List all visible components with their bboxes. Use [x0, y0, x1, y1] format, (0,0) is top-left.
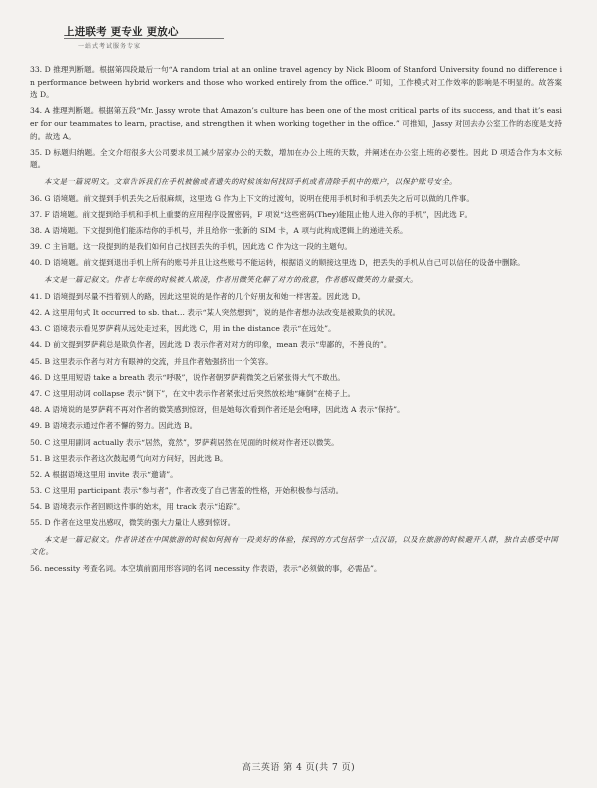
question-number: 38.: [30, 226, 43, 236]
answer-item: [30, 307, 562, 320]
answer-text: B 语境表示作者回顾这件事的始末，用 track 表示“追踪”。: [44, 502, 245, 512]
question-number: 42.: [30, 308, 43, 318]
answer-text: D 标题归纳题。全文介绍很多大公司要求员工减少居家办公的天数，增加在办公上班的天数，并阐述在办公室上班的必要性。因此 D 项适合作为本文标题。: [30, 147, 562, 170]
question-number: 39.: [30, 242, 43, 252]
question-number: 37.: [30, 209, 43, 219]
answer-text: B 这里表示作者这次鼓起勇气向对方问好，因此选 B。: [44, 453, 228, 463]
answer-item: [30, 241, 562, 254]
question-number: 50.: [30, 437, 43, 447]
question-number: 51.: [30, 453, 43, 463]
answer-text: C 主旨题。这一段提到的是我们如何自己找回丢失的手机，因此选 C 作为这一段的主题句。: [44, 242, 352, 252]
answer-text: D 推理判断题。根据第四段最后一句“A random trial at an online travel agency by Nick Bloom of Stanford University found no difference in performance between hybrid workers and those who worked entirely from the office.” 可知，工作模式对工作效率的影响是不明显的。故答案选 D。: [30, 65, 563, 100]
answer-item: [30, 453, 562, 466]
answer-item: [30, 105, 562, 143]
answer-text: G 语境题。前文提到手机丢失之后很麻烦，这里选 G 作为上下文的过渡句，说明在使用手机时和手机丢失之后可以做的几件事。: [44, 193, 474, 203]
question-number: 35.: [30, 147, 43, 157]
brand-divider: [64, 38, 224, 39]
brand-title: 上进联考 更专业 更放心: [64, 26, 179, 38]
answer-item: [30, 517, 562, 530]
question-number: 34.: [30, 106, 43, 116]
question-number: 40.: [30, 258, 43, 268]
answer-text: A 语境题。下文提到他们能冻结你的手机号，并且给你一张新的 SIM 卡，A 项与此构成逻辑上的递进关系。: [44, 226, 408, 236]
answer-item: [30, 323, 562, 336]
answer-item: [30, 420, 562, 433]
question-number: 53.: [30, 486, 43, 496]
answer-item: [30, 147, 562, 172]
answer-text: F 语境题。前文提到给手机和手机上重要的应用程序设置密码，F 项说“这些密码(They)能阻止他人进入你的手机”，因此选 F。: [44, 209, 473, 219]
answer-item: [30, 469, 562, 482]
answer-text: A 根据语境这里用 invite 表示“邀请”。: [44, 469, 178, 479]
answer-text: D 前文提到罗萨莉总是欺负作者，因此选 D 表示作者对对方的印象，mean 表示“卑鄙的，不善良的”。: [44, 340, 392, 350]
question-number: 45.: [30, 356, 43, 366]
question-number: 44.: [30, 340, 43, 350]
header: [64, 24, 264, 50]
answer-text: C 这里用 participant 表示“参与者”，作者改变了自己害羞的性格，开始积极参与活动。: [44, 486, 344, 496]
question-number: 36.: [30, 193, 43, 203]
answer-text: A 推理判断题。根据第五段“Mr. Jassy wrote that Amazon’s culture has been one of the most critical parts of its success, and that it’s easier for our teammates to learn, practise, and strengthen it when working together in the office.” 可推知，Jassy 对回去办公室工作的态度是支持的。故选 A。: [30, 106, 562, 141]
answer-item: [30, 257, 562, 270]
answer-item: [30, 501, 562, 514]
answer-text: C 这里用动词 collapse 表示“倒下”，在文中表示作者紧张过后突然放松地“瘫倒”在椅子上。: [44, 388, 356, 398]
answer-text: A 语境说的是罗萨莉不再对作者的微笑感到惊讶，但是她每次看到作者还是会咆哮，因此选 A 表示“保持”。: [44, 405, 405, 415]
answer-item: [30, 563, 562, 576]
question-number: 56.: [30, 564, 43, 574]
answer-item: [30, 356, 562, 369]
question-number: 43.: [30, 324, 43, 334]
question-number: 54.: [30, 502, 43, 512]
brand-tagline: 一站式考试服务专家: [78, 43, 142, 50]
answer-text: D 语境提到尽量不挡着别人的路，因此这里说的是作者的几个好朋友和她一样害羞。因此选 D。: [44, 291, 366, 301]
question-number: 46.: [30, 372, 43, 382]
question-number: 52.: [30, 469, 43, 479]
answer-text: D 这里用短语 take a breath 表示“呼吸”，说作者朝罗萨莉微笑之后紧张得大气不敢出。: [44, 372, 345, 382]
answer-text: C 这里用副词 actually 表示“居然，竟然”，罗萨莉居然在见面的时候对作者还以微笑。: [44, 437, 339, 447]
answer-item: [30, 437, 562, 450]
question-number: 48.: [30, 405, 43, 415]
answer-item: [30, 193, 562, 206]
answer-explanations: [30, 64, 562, 580]
answer-item: [30, 339, 562, 352]
answer-text: necessity 考查名词。本空填前面用形容词的名词 necessity 作表语，表示“必须做的事，必需品”。: [44, 564, 382, 574]
question-number: 41.: [30, 291, 43, 301]
question-number: 33.: [30, 65, 43, 74]
answer-item: [30, 404, 562, 417]
passage-summary: 本文是一篇记叙文。作者七年级的时候被人欺凌，作者用微笑化解了对方的敌意，作者感叹微笑的力量强大。: [44, 274, 418, 284]
passage-summary: 本文是一篇记叙文。作者讲述在中国旅游的时候如何拥有一段美好的体验，採到的方式包括学一点汉语，以及在旅游的时候避开人群，独自去感受中国文化。: [30, 534, 559, 557]
answer-text: C 语境表示看见罗萨莉从远处走过来，因此选 C，用 in the distance 表示“在远处”。: [44, 324, 336, 334]
answer-item: [30, 485, 562, 498]
answer-text: B 语境表示通过作者不懈的努力。因此选 B。: [44, 421, 198, 431]
answer-item: [30, 209, 562, 222]
answer-item: [30, 291, 562, 304]
answer-text: D 语境题。前文提到退出手机上所有的账号并且让这些账号不能运转，根据语义的顺接这里选 D，把丢失的手机从自己可以信任的设备中删除。: [44, 258, 525, 268]
answer-item: [30, 64, 562, 102]
answer-text: A 这里用句式 It occurred to sb. that… 表示“某人突然想到”，说的是作者想办法改变是被欺负的状况。: [44, 308, 401, 318]
question-number: 47.: [30, 388, 43, 398]
answer-item: [30, 388, 562, 401]
answer-text: D 作者在这里发出感叹，微笑的强大力量让人感到惊讶。: [44, 518, 236, 528]
answer-item: [30, 225, 562, 238]
question-number: 55.: [30, 518, 43, 528]
answer-item: [30, 372, 562, 385]
page-footer: 高三英语 第 4 页(共 7 页): [241, 763, 356, 773]
question-number: 49.: [30, 421, 43, 431]
answer-text: B 这里表示作者与对方有眼神的交流，并且作者勉强挤出一个笑容。: [44, 356, 273, 366]
passage-summary: 本文是一篇说明文。文章告诉我们在手机被偷或者遗失的时候该如何找回手机或者清除手机中的账户，以保护账号安全。: [44, 176, 457, 186]
